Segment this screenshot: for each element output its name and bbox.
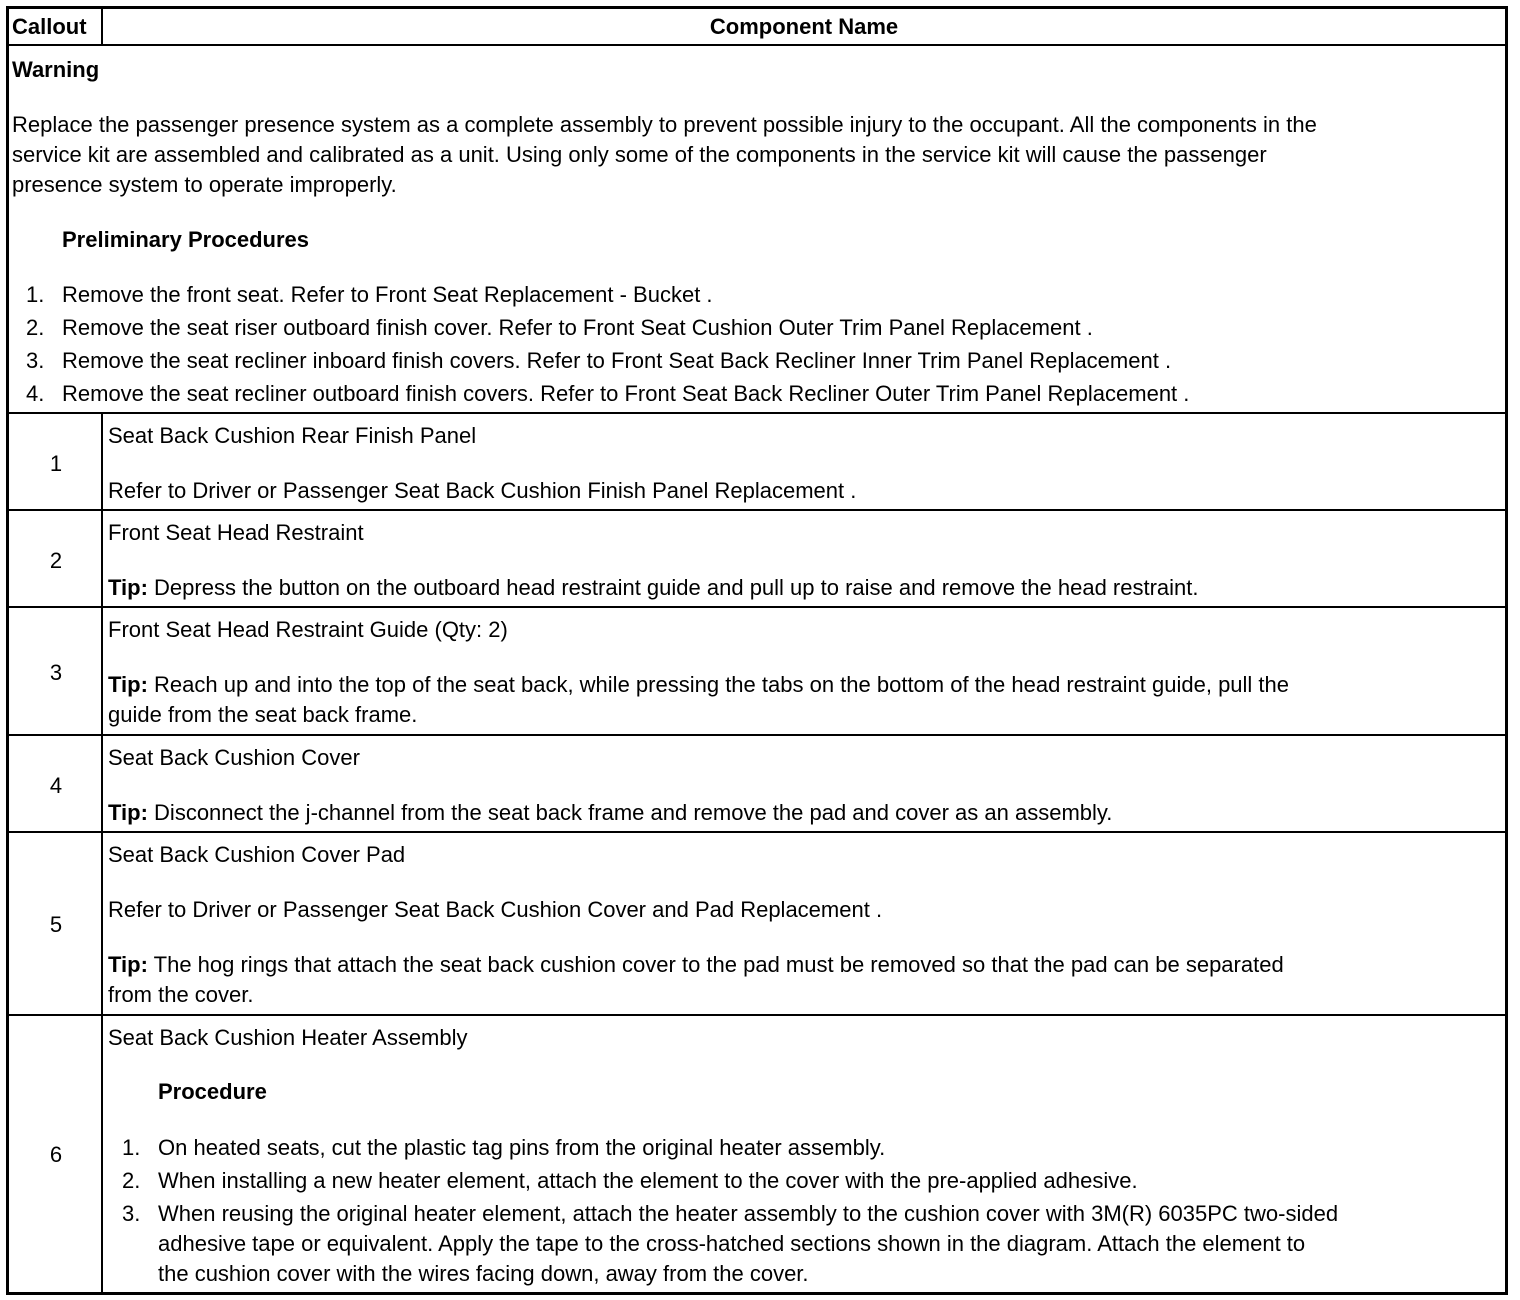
- tip-text: Disconnect the j-channel from the seat back frame and remove the pad and cover as an assembly.: [154, 800, 1113, 825]
- tip-text: Depress the button on the outboard head restraint guide and pull up to raise and remove the head restraint.: [154, 575, 1199, 600]
- callout-number: 4: [49, 773, 63, 798]
- row-divider: [9, 412, 1505, 414]
- procedure-step-line: the cushion cover with the wires facing down, away from the cover.: [158, 1261, 809, 1286]
- callout-number: 5: [49, 912, 63, 937]
- component-tip: [108, 798, 1112, 828]
- row-divider: [9, 1014, 1505, 1016]
- preliminary-step-number: 3.: [26, 348, 45, 373]
- component-name: Front Seat Head Restraint Guide (Qty: 2): [108, 617, 508, 642]
- row-divider: [9, 509, 1505, 511]
- warning-text-line: service kit are assembled and calibrated as a unit. Using only some of the components in the service kit will cause the passenger: [12, 142, 1267, 167]
- component-name: Seat Back Cushion Cover: [108, 745, 360, 770]
- procedure-step-line: When reusing the original heater element, attach the heater assembly to the cushion cover with 3M(R) 6035PC two-sided: [158, 1201, 1339, 1226]
- component-table: [6, 6, 1508, 1295]
- component-note: Refer to Driver or Passenger Seat Back Cushion Finish Panel Replacement .: [108, 478, 857, 503]
- callout-number: 2: [49, 548, 63, 573]
- header-callout: Callout: [12, 14, 87, 39]
- header-divider: [9, 44, 1505, 46]
- preliminary-step: Remove the seat recliner outboard finish covers. Refer to Front Seat Back Recliner Outer Trim Panel Replacement .: [62, 381, 1190, 406]
- preliminary-step-number: 2.: [26, 315, 45, 340]
- callout-number: 3: [49, 660, 63, 685]
- row-divider: [9, 734, 1505, 736]
- component-name: Front Seat Head Restraint: [108, 520, 364, 545]
- header-component-name: Component Name: [709, 14, 899, 39]
- procedure-step-number: 2.: [122, 1168, 141, 1193]
- procedure-step-number: 3.: [122, 1201, 141, 1226]
- component-name: Seat Back Cushion Rear Finish Panel: [108, 423, 477, 448]
- preliminary-step: Remove the seat recliner inboard finish covers. Refer to Front Seat Back Recliner Inner Trim Panel Replacement .: [62, 348, 1172, 373]
- component-tip-continued: guide from the seat back frame.: [108, 702, 418, 727]
- procedure-step: When installing a new heater element, attach the element to the cover with the pre-applied adhesive.: [158, 1168, 1138, 1193]
- component-tip: [108, 573, 1199, 603]
- component-tip-continued: from the cover.: [108, 982, 254, 1007]
- warning-title: Warning: [12, 57, 100, 82]
- tip-label: Tip:: [108, 672, 148, 697]
- procedure-step-line: adhesive tape or equivalent. Apply the tape to the cross-hatched sections shown in the diagram. Attach the element to: [158, 1231, 1306, 1256]
- component-name: Seat Back Cushion Cover Pad: [108, 842, 406, 867]
- warning-text-line: presence system to operate improperly.: [12, 172, 397, 197]
- preliminary-step: Remove the front seat. Refer to Front Seat Replacement - Bucket .: [62, 282, 713, 307]
- component-tip: [108, 670, 1289, 700]
- preliminary-step: Remove the seat riser outboard finish cover. Refer to Front Seat Cushion Outer Trim Panel Replacement .: [62, 315, 1093, 340]
- component-tip: [108, 950, 1284, 980]
- callout-number: 6: [49, 1142, 63, 1167]
- tip-label: Tip:: [108, 575, 148, 600]
- warning-text-line: Replace the passenger presence system as a complete assembly to prevent possible injury to the occupant. All the components in the: [12, 112, 1317, 137]
- tip-text: Reach up and into the top of the seat back, while pressing the tabs on the bottom of the head restraint guide, pull the: [154, 672, 1290, 697]
- callout-number: 1: [49, 451, 63, 476]
- preliminary-step-number: 4.: [26, 381, 45, 406]
- procedure-step-number: 1.: [122, 1135, 141, 1160]
- tip-label: Tip:: [108, 800, 148, 825]
- procedure-title: Procedure: [158, 1079, 267, 1104]
- row-divider: [9, 831, 1505, 833]
- procedure-step: On heated seats, cut the plastic tag pins from the original heater assembly.: [158, 1135, 886, 1160]
- preliminary-title: Preliminary Procedures: [62, 227, 310, 252]
- component-name: Seat Back Cushion Heater Assembly: [108, 1025, 468, 1050]
- component-note: Refer to Driver or Passenger Seat Back Cushion Cover and Pad Replacement .: [108, 897, 883, 922]
- preliminary-step-number: 1.: [26, 282, 45, 307]
- tip-label: Tip:: [108, 952, 148, 977]
- tip-text: The hog rings that attach the seat back cushion cover to the pad must be removed so that the pad can be separated: [153, 952, 1284, 977]
- row-divider: [9, 606, 1505, 608]
